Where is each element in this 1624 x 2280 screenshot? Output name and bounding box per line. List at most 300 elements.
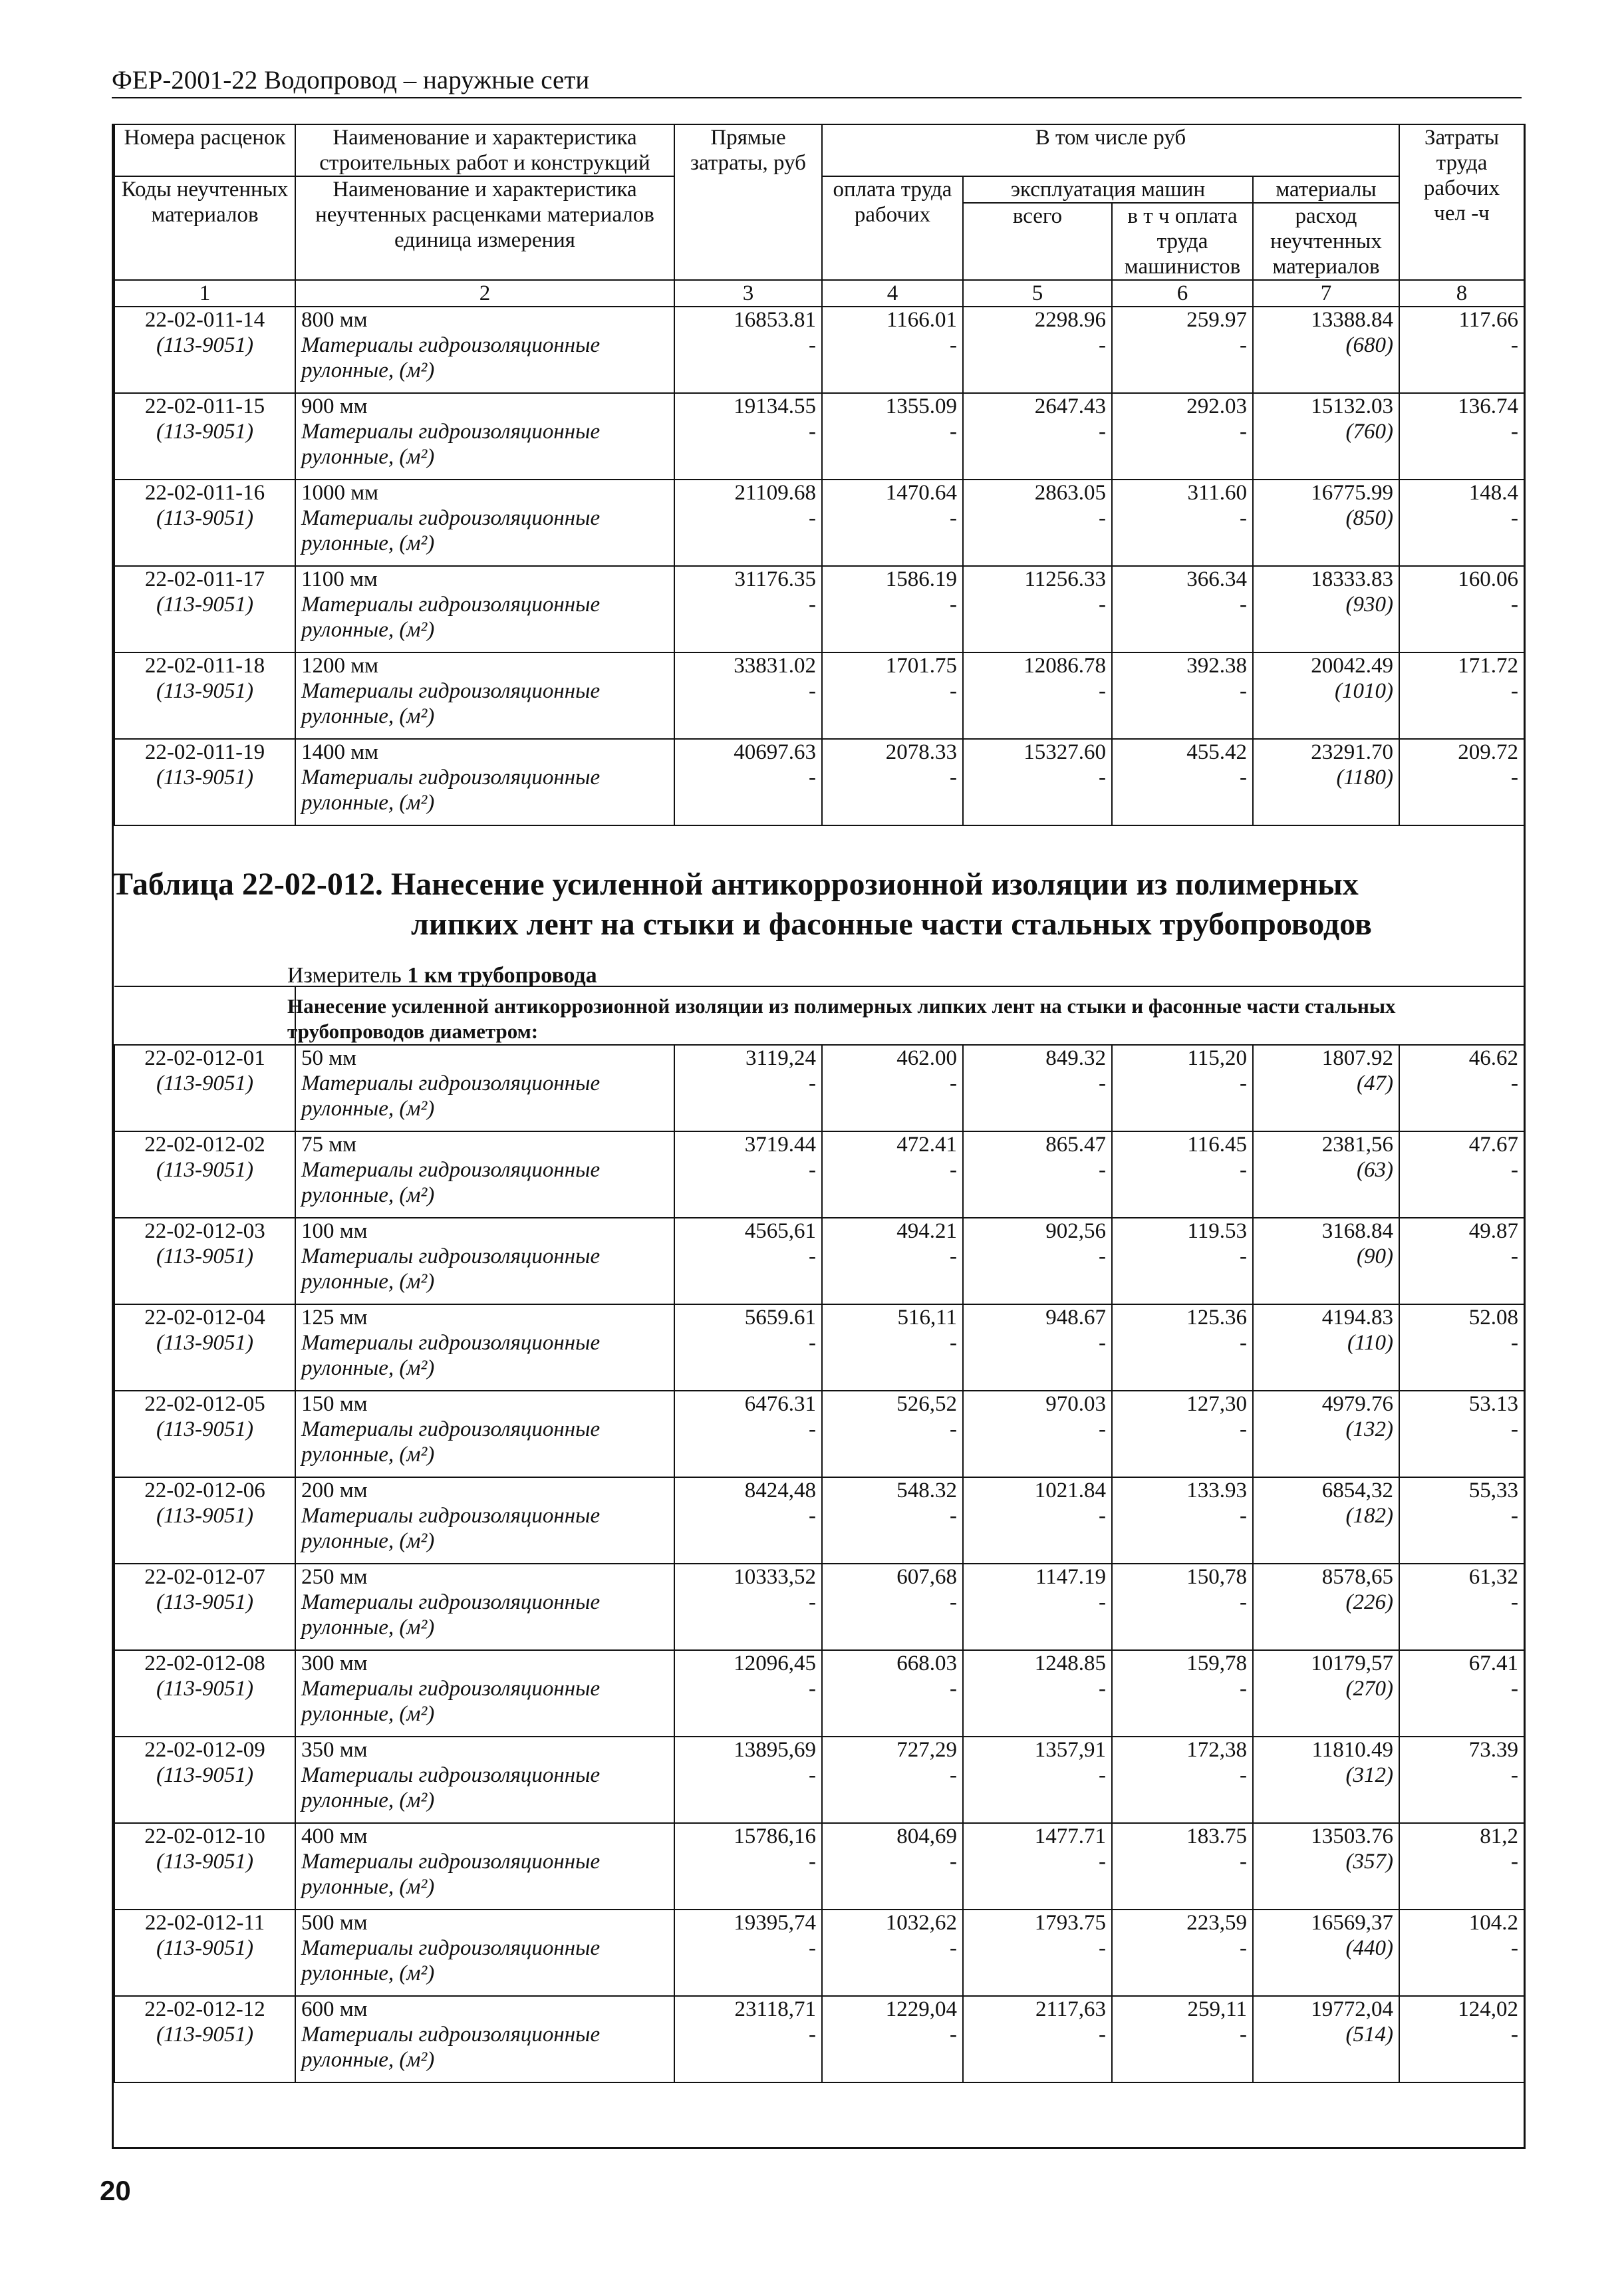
labor-hours: 148.4 (1468, 481, 1519, 505)
machine-costs: 2117,63 (1035, 1997, 1106, 2021)
direct-costs-cell (674, 393, 822, 480)
materials-cell (1253, 1131, 1399, 1218)
work-name: 75 мм (301, 1133, 357, 1157)
machinist-pay-cell (1112, 1218, 1253, 1304)
machine-costs-cell (963, 1737, 1112, 1823)
work-name: 300 мм (301, 1651, 368, 1675)
direct-costs: 33831.02 (734, 654, 816, 678)
direct-costs: 6476.31 (744, 1392, 816, 1416)
rate-code: 22-02-012-03 (144, 1219, 265, 1243)
work-name: 200 мм (301, 1479, 368, 1502)
table-row (114, 1650, 1524, 1737)
machinist-pay-cell (1112, 307, 1253, 393)
work-name-cell (295, 1304, 674, 1391)
column-number: 5 (963, 280, 1112, 307)
machinist-pay: 392.38 (1186, 654, 1247, 678)
machinist-pay: 183.75 (1186, 1824, 1247, 1848)
work-name: 350 мм (301, 1738, 368, 1762)
material-name: Материалы гидроизоляционные рулонные, (м²) (301, 333, 601, 382)
material-quantity: (1180) (1336, 766, 1394, 789)
rate-code-cell (114, 1391, 295, 1477)
material-code: (113-9051) (156, 593, 254, 617)
column-numbers-row (114, 280, 1524, 307)
material-code: (113-9051) (156, 1850, 254, 1874)
rate-code: 22-02-011-19 (144, 740, 265, 764)
dash-mark: - (1099, 593, 1106, 617)
machine-costs-cell (963, 1045, 1112, 1131)
dash-mark: - (809, 766, 816, 789)
table-row (114, 1564, 1524, 1650)
machine-costs: 849.32 (1045, 1046, 1106, 1070)
dash-mark: - (809, 1504, 816, 1528)
machine-costs-cell (963, 480, 1112, 566)
labor-hours-cell (1399, 1650, 1524, 1737)
direct-costs: 5659.61 (744, 1306, 816, 1330)
labor-hours-cell (1399, 739, 1524, 825)
machine-costs-cell (963, 1910, 1112, 1996)
header-machines: эксплуатация машин (963, 176, 1253, 203)
material-code: (113-9051) (156, 1677, 254, 1701)
dash-mark: - (809, 593, 816, 617)
material-name: Материалы гидроизоляционные рулонные, (м²) (301, 2023, 601, 2072)
rate-code: 22-02-012-07 (144, 1565, 265, 1589)
price-table-top (114, 124, 1525, 826)
price-table-012 (114, 986, 1525, 2083)
table-row (114, 1131, 1524, 1218)
column-number: 2 (295, 280, 674, 307)
material-quantity: (182) (1345, 1504, 1393, 1528)
dash-mark: - (1240, 1763, 1247, 1787)
table-row (114, 307, 1524, 393)
dash-mark: - (950, 1417, 957, 1441)
table-row (114, 1045, 1524, 1131)
material-code: (113-9051) (156, 1590, 254, 1614)
work-name-cell (295, 1564, 674, 1650)
materials-cell (1253, 1910, 1399, 1996)
machine-costs: 15327.60 (1023, 740, 1106, 764)
machinist-pay-cell (1112, 1650, 1253, 1737)
header-labor-hours: Затраты труда рабочих чел -ч (1399, 124, 1524, 280)
materials-cost: 15132.03 (1311, 394, 1394, 418)
direct-costs-cell (674, 1131, 822, 1218)
dash-mark: - (1240, 766, 1247, 789)
materials-cost: 20042.49 (1311, 654, 1394, 678)
material-quantity: (312) (1345, 1763, 1393, 1787)
material-code: (113-9051) (156, 1417, 254, 1441)
direct-costs-cell (674, 480, 822, 566)
material-code: (113-9051) (156, 333, 254, 357)
work-name: 600 мм (301, 1997, 368, 2021)
labor-pay-cell (822, 1045, 963, 1131)
material-code: (113-9051) (156, 506, 254, 530)
table-row (114, 739, 1524, 825)
dash-mark: - (809, 1763, 816, 1787)
dash-mark: - (1099, 1590, 1106, 1614)
material-quantity: (270) (1345, 1677, 1393, 1701)
machine-costs-cell (963, 1477, 1112, 1564)
dash-mark: - (1240, 1850, 1247, 1874)
material-quantity: (1010) (1335, 679, 1394, 703)
material-quantity: (226) (1345, 1590, 1393, 1614)
machinist-pay: 159,78 (1186, 1651, 1247, 1675)
machinist-pay-cell (1112, 739, 1253, 825)
machinist-pay: 125.36 (1186, 1306, 1247, 1330)
dash-mark: - (1511, 420, 1519, 444)
work-name: 1100 мм (301, 567, 378, 591)
machine-costs: 2298.96 (1034, 308, 1106, 332)
machine-costs-cell (963, 1218, 1112, 1304)
header-col1-top: Номера расценок (114, 124, 295, 176)
machine-costs-cell (963, 1823, 1112, 1910)
materials-cost: 16775.99 (1311, 481, 1394, 505)
dash-mark: - (1240, 1936, 1247, 1960)
header-materials: материалы (1253, 176, 1399, 203)
dash-mark: - (1099, 1763, 1106, 1787)
rate-code-cell (114, 1131, 295, 1218)
rate-code: 22-02-012-02 (144, 1133, 265, 1157)
material-code: (113-9051) (156, 1936, 254, 1960)
dash-mark: - (1099, 1071, 1106, 1095)
rate-code-cell (114, 739, 295, 825)
materials-cost: 13503.76 (1311, 1824, 1393, 1848)
materials-cell (1253, 1218, 1399, 1304)
materials-cell (1253, 1391, 1399, 1477)
labor-hours-cell (1399, 1996, 1524, 2082)
labor-pay-cell (822, 566, 963, 652)
measure-unit (287, 963, 597, 988)
direct-costs-cell (674, 566, 822, 652)
labor-hours-cell (1399, 393, 1524, 480)
machine-costs-cell (963, 739, 1112, 825)
labor-hours: 49.87 (1468, 1219, 1519, 1243)
labor-pay: 472.41 (896, 1133, 957, 1157)
labor-hours: 136.74 (1458, 394, 1519, 418)
labor-hours-cell (1399, 1823, 1524, 1910)
direct-costs: 3719.44 (744, 1133, 816, 1157)
labor-hours-cell (1399, 307, 1524, 393)
labor-pay-cell (822, 1823, 963, 1910)
dash-mark: - (950, 333, 957, 357)
machine-costs: 865.47 (1045, 1133, 1106, 1157)
material-name: Материалы гидроизоляционные рулонные, (м²) (301, 420, 601, 469)
machine-costs: 12086.78 (1023, 654, 1106, 678)
labor-hours: 55,33 (1468, 1479, 1519, 1502)
materials-cost: 11810.49 (1311, 1738, 1393, 1762)
labor-pay: 1229,04 (885, 1997, 957, 2021)
header-labor-pay: оплата труда рабочих (822, 176, 963, 280)
materials-cell (1253, 1650, 1399, 1737)
dash-mark: - (1240, 2023, 1247, 2047)
dash-mark: - (1099, 420, 1106, 444)
work-name-cell (295, 566, 674, 652)
labor-hours: 81,2 (1480, 1824, 1519, 1848)
labor-pay-cell (822, 1304, 963, 1391)
material-quantity: (47) (1357, 1071, 1393, 1095)
dash-mark: - (1099, 766, 1106, 789)
work-name-cell (295, 1391, 674, 1477)
machinist-pay: 172,38 (1186, 1738, 1247, 1762)
dash-mark: - (1099, 679, 1106, 703)
machinist-pay: 115,20 (1187, 1046, 1247, 1070)
header-machinists-pay: в т ч оплата труда машинистов (1112, 203, 1253, 280)
dash-mark: - (950, 506, 957, 530)
material-name: Материалы гидроизоляционные рулонные, (м²) (301, 1850, 601, 1899)
rate-code: 22-02-012-06 (144, 1479, 265, 1502)
material-quantity: (930) (1345, 593, 1394, 617)
machinist-pay: 150,78 (1186, 1565, 1247, 1589)
material-quantity: (680) (1345, 333, 1394, 357)
machinist-pay: 127,30 (1186, 1392, 1247, 1416)
labor-hours: 104.2 (1468, 1911, 1519, 1935)
rate-code-cell (114, 1650, 295, 1737)
labor-pay-cell (822, 1650, 963, 1737)
column-number: 1 (114, 280, 295, 307)
machine-costs: 1147.19 (1035, 1565, 1106, 1589)
direct-costs: 21109.68 (734, 481, 816, 505)
material-code: (113-9051) (156, 1244, 254, 1268)
labor-hours-cell (1399, 652, 1524, 739)
table-row (114, 1823, 1524, 1910)
labor-pay-cell (822, 1391, 963, 1477)
machinist-pay-cell (1112, 1045, 1253, 1131)
machinist-pay: 223,59 (1186, 1911, 1247, 1935)
direct-costs: 3119,24 (745, 1046, 816, 1070)
material-name: Материалы гидроизоляционные рулонные, (м²) (301, 593, 601, 642)
direct-costs: 23118,71 (734, 1997, 816, 2021)
dash-mark: - (1240, 1590, 1247, 1614)
direct-costs-cell (674, 1996, 822, 2082)
dash-mark: - (1511, 1158, 1519, 1182)
dash-mark: - (1240, 420, 1247, 444)
material-name: Материалы гидроизоляционные рулонные, (м²) (301, 1331, 601, 1380)
machine-costs-cell (963, 1564, 1112, 1650)
column-number: 8 (1399, 280, 1524, 307)
labor-pay: 1701.75 (885, 654, 957, 678)
labor-pay: 1032,62 (885, 1911, 957, 1935)
work-name: 400 мм (301, 1824, 368, 1848)
column-number: 7 (1253, 280, 1399, 307)
rate-code: 22-02-011-15 (144, 394, 265, 418)
header-machines-total: всего (963, 203, 1112, 280)
work-name: 800 мм (301, 308, 368, 332)
materials-cost: 4979.76 (1321, 1392, 1393, 1416)
machine-costs: 2647.43 (1034, 394, 1106, 418)
work-name-cell (295, 1218, 674, 1304)
labor-pay: 2078.33 (885, 740, 957, 764)
work-name: 250 мм (301, 1565, 368, 1589)
machinist-pay: 116.45 (1187, 1133, 1247, 1157)
table-frame (112, 124, 1526, 2149)
direct-costs: 13895,69 (734, 1738, 816, 1762)
material-quantity: (357) (1345, 1850, 1393, 1874)
table-row (114, 566, 1524, 652)
machinist-pay: 259,11 (1187, 1997, 1247, 2021)
direct-costs: 16853.81 (734, 308, 816, 332)
material-code: (113-9051) (156, 1763, 254, 1787)
materials-cost: 6854,32 (1321, 1479, 1393, 1502)
direct-costs: 31176.35 (734, 567, 816, 591)
rate-code-cell (114, 1304, 295, 1391)
measure-label: Измеритель (287, 963, 402, 988)
labor-hours-cell (1399, 1564, 1524, 1650)
header-col2-bottom: Наименование и характеристика неучтенных расценками материалов единица измерения (295, 176, 674, 280)
dash-mark: - (1240, 1677, 1247, 1701)
running-head: ФЕР-2001-22 Водопровод – наружные сети (112, 66, 590, 94)
machinist-pay-cell (1112, 1910, 1253, 1996)
labor-pay-cell (822, 1910, 963, 1996)
rate-code: 22-02-012-11 (144, 1911, 265, 1935)
labor-pay-cell (822, 1996, 963, 2082)
machinist-pay-cell (1112, 1304, 1253, 1391)
dash-mark: - (950, 1850, 957, 1874)
dash-mark: - (1511, 1590, 1519, 1614)
work-name: 1000 мм (301, 481, 379, 505)
dash-mark: - (1240, 1244, 1247, 1268)
dash-mark: - (1240, 1158, 1247, 1182)
machine-costs-cell (963, 1650, 1112, 1737)
dash-mark: - (809, 333, 816, 357)
labor-hours-cell (1399, 1304, 1524, 1391)
material-name: Материалы гидроизоляционные рулонные, (м²) (301, 679, 601, 728)
machinist-pay: 366.34 (1186, 567, 1247, 591)
labor-pay: 548.32 (896, 1479, 957, 1502)
table-row (114, 652, 1524, 739)
rate-code: 22-02-011-16 (144, 481, 265, 505)
direct-costs-cell (674, 739, 822, 825)
materials-cost: 13388.84 (1311, 308, 1394, 332)
labor-hours: 73.39 (1468, 1738, 1519, 1762)
labor-hours-cell (1399, 1477, 1524, 1564)
table-title-line2: липких лент на стыки и фасонные части стальных трубопроводов (411, 907, 1372, 942)
labor-pay: 727,29 (896, 1738, 957, 1762)
dash-mark: - (809, 1244, 816, 1268)
rate-code-cell (114, 480, 295, 566)
materials-cell (1253, 480, 1399, 566)
work-name-cell (295, 1737, 674, 1823)
work-name-cell (295, 307, 674, 393)
dash-mark: - (809, 1417, 816, 1441)
materials-cost: 1807.92 (1321, 1046, 1393, 1070)
direct-costs: 19395,74 (734, 1911, 816, 1935)
labor-pay: 1166.01 (886, 308, 957, 332)
dash-mark: - (950, 1244, 957, 1268)
direct-costs-cell (674, 1823, 822, 1910)
labor-pay-cell (822, 393, 963, 480)
header-row-1 (114, 124, 1524, 176)
material-name: Материалы гидроизоляционные рулонные, (м²) (301, 1417, 601, 1467)
dash-mark: - (950, 1071, 957, 1095)
machine-costs: 970.03 (1045, 1392, 1106, 1416)
table-row (114, 1737, 1524, 1823)
rate-code: 22-02-012-05 (144, 1392, 265, 1416)
dash-mark: - (1099, 1331, 1106, 1355)
labor-pay-cell (822, 1564, 963, 1650)
materials-cell (1253, 1564, 1399, 1650)
dash-mark: - (1099, 1417, 1106, 1441)
machinist-pay-cell (1112, 566, 1253, 652)
work-name: 150 мм (301, 1392, 368, 1416)
labor-pay-cell (822, 1131, 963, 1218)
header-col1-bottom: Коды неучтенных материалов (114, 176, 295, 280)
rate-code: 22-02-012-01 (144, 1046, 265, 1070)
dash-mark: - (950, 1763, 957, 1787)
direct-costs-cell (674, 1650, 822, 1737)
work-name: 900 мм (301, 394, 368, 418)
labor-hours: 171.72 (1458, 654, 1519, 678)
dash-mark: - (809, 1850, 816, 1874)
rate-code: 22-02-012-10 (144, 1824, 265, 1848)
machinist-pay-cell (1112, 1564, 1253, 1650)
labor-pay: 526,52 (896, 1392, 957, 1416)
dash-mark: - (1511, 1850, 1519, 1874)
direct-costs-cell (674, 1218, 822, 1304)
header-group: В том числе руб (822, 124, 1399, 176)
labor-pay: 462.00 (896, 1046, 957, 1070)
table-row (114, 1910, 1524, 1996)
machine-costs: 2863.05 (1034, 481, 1106, 505)
dash-mark: - (809, 1071, 816, 1095)
work-name: 1400 мм (301, 740, 379, 764)
dash-mark: - (1099, 333, 1106, 357)
rate-code: 22-02-012-09 (144, 1738, 265, 1762)
material-name: Материалы гидроизоляционные рулонные, (м²) (301, 1763, 601, 1812)
labor-hours: 117.66 (1458, 308, 1519, 332)
material-code: (113-9051) (156, 2023, 254, 2047)
machinist-pay: 311.60 (1187, 481, 1247, 505)
rate-code-cell (114, 307, 295, 393)
machinist-pay-cell (1112, 652, 1253, 739)
rate-code: 22-02-012-04 (144, 1306, 265, 1330)
dash-mark: - (1511, 1417, 1519, 1441)
dash-mark: - (1240, 593, 1247, 617)
machinist-pay-cell (1112, 393, 1253, 480)
labor-pay: 804,69 (896, 1824, 957, 1848)
measure-value: 1 км трубопровода (407, 963, 597, 988)
materials-cell (1253, 1737, 1399, 1823)
machine-costs-cell (963, 1304, 1112, 1391)
rate-code-cell (114, 1823, 295, 1910)
machinist-pay-cell (1112, 480, 1253, 566)
work-name-cell (295, 1045, 674, 1131)
rate-code-cell (114, 1737, 295, 1823)
work-name-cell (295, 1823, 674, 1910)
dash-mark: - (950, 1158, 957, 1182)
dash-mark: - (1099, 506, 1106, 530)
dash-mark: - (809, 1158, 816, 1182)
work-name-cell (295, 1477, 674, 1564)
rate-code-cell (114, 393, 295, 480)
machine-costs-cell (963, 1996, 1112, 2082)
materials-cost: 19772,04 (1311, 1997, 1393, 2021)
dash-mark: - (1511, 1936, 1519, 1960)
machine-costs-cell (963, 1131, 1112, 1218)
dash-mark: - (1511, 1763, 1519, 1787)
dash-mark: - (950, 1331, 957, 1355)
dash-mark: - (1511, 593, 1519, 617)
materials-cost: 2381,56 (1321, 1133, 1393, 1157)
dash-mark: - (1099, 1936, 1106, 1960)
dash-mark: - (1240, 679, 1247, 703)
material-name: Материалы гидроизоляционные рулонные, (м²) (301, 1158, 601, 1207)
direct-costs-cell (674, 1304, 822, 1391)
labor-hours-cell (1399, 1910, 1524, 1996)
machine-costs-cell (963, 1391, 1112, 1477)
dash-mark: - (950, 420, 957, 444)
labor-pay-cell (822, 1737, 963, 1823)
labor-hours-cell (1399, 566, 1524, 652)
work-name: 100 мм (301, 1219, 368, 1243)
labor-pay: 1586.19 (885, 567, 957, 591)
